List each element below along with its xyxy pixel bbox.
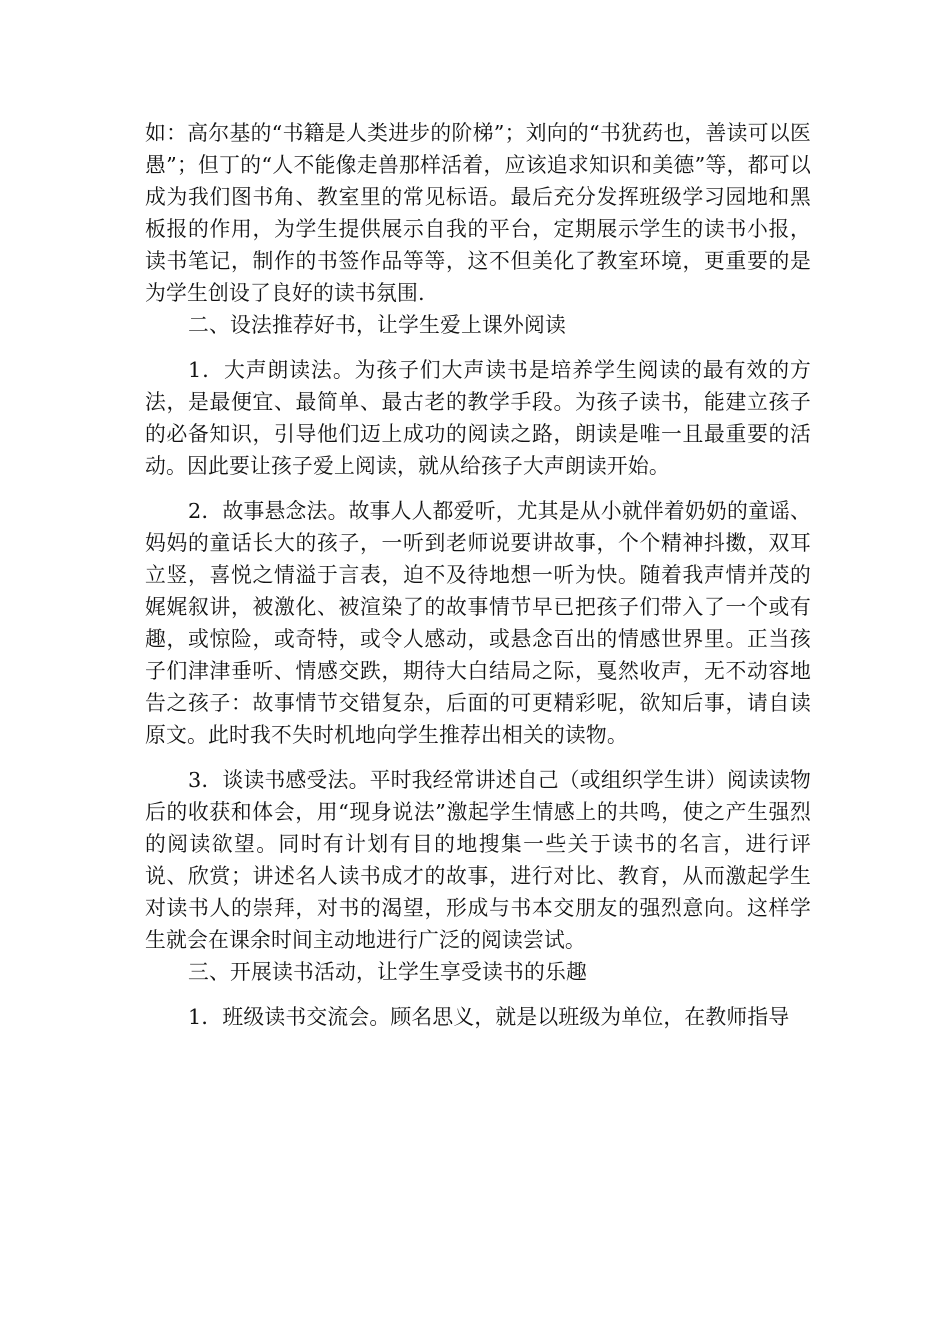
paragraph-read-aloud-method: 1．大声朗读法。为孩子们大声读书是培养学生阅读的最有效的方法，是最便宜、最简单、最古老的教学手段。为孩子读书，能建立孩子的必备知识，引导他们迈上成功的阅读之路，朗读是唯一且最重要的活动。因此要让孩子爱上阅读，就从给孩子大声朗读开始。 [145,358,811,478]
document-page [145,117,811,1033]
section-heading-2: 二、设法推荐好书，让学生爱上课外阅读 [188,313,566,337]
paragraph-reading-feelings-method: 3．谈读书感受法。平时我经常讲述自己（或组织学生讲）阅读读物后的收获和体会，用“现身说法”激起学生情感上的共鸣，使之产生强烈的阅读欲望。同时有计划有目的地搜集一些关于读书的名言，进行评说、欣赏；讲述名人读书成才的故事，进行对比、教育，从而激起学生对读书人的崇拜，对书的渴望，形成与书本交朋友的强烈意向。这样学生就会在课余时间主动地进行广泛的阅读尝试。 [145,768,811,952]
section-heading-3: 三、开展读书活动，让学生享受读书的乐趣 [188,960,587,984]
paragraph-class-reading-meeting: 1．班级读书交流会。顾名思义，就是以班级为单位，在教师指导 [188,1005,790,1029]
paragraph-quotes-classroom: 如：高尔基的“书籍是人类进步的阶梯”；刘向的“书犹药也，善读可以医愚”；但丁的“人不能像走兽那样活着，应该追求知识和美德”等，都可以成为我们图书角、教室里的常见标语。最后充分发挥班级学习园地和黑板报的作用，为学生提供展示自我的平台，定期展示学生的读书小报，读书笔记，制作的书签作品等等，这不但美化了教室环境，更重要的是为学生创设了良好的读书氛围. [145,121,811,305]
paragraph-story-suspense-method: 2．故事悬念法。故事人人都爱听，尤其是从小就伴着奶奶的童谣、妈妈的童话长大的孩子，一听到老师说要讲故事，个个精神抖擞，双耳立竖，喜悦之情溢于言表，迫不及待地想一听为快。随着我声情并茂的娓娓叙讲，被激化、被渲染了的故事情节早已把孩子们带入了一个或有趣，或惊险，或奇特，或令人感动，或悬念百出的情感世界里。正当孩子们津津垂听、情感交跌，期待大白结局之际，戛然收声，无不动容地告之孩子：故事情节交错复杂，后面的可更精彩呢，欲知后事，请自读原文。此时我不失时机地向学生推荐出相关的读物。 [145,499,811,747]
